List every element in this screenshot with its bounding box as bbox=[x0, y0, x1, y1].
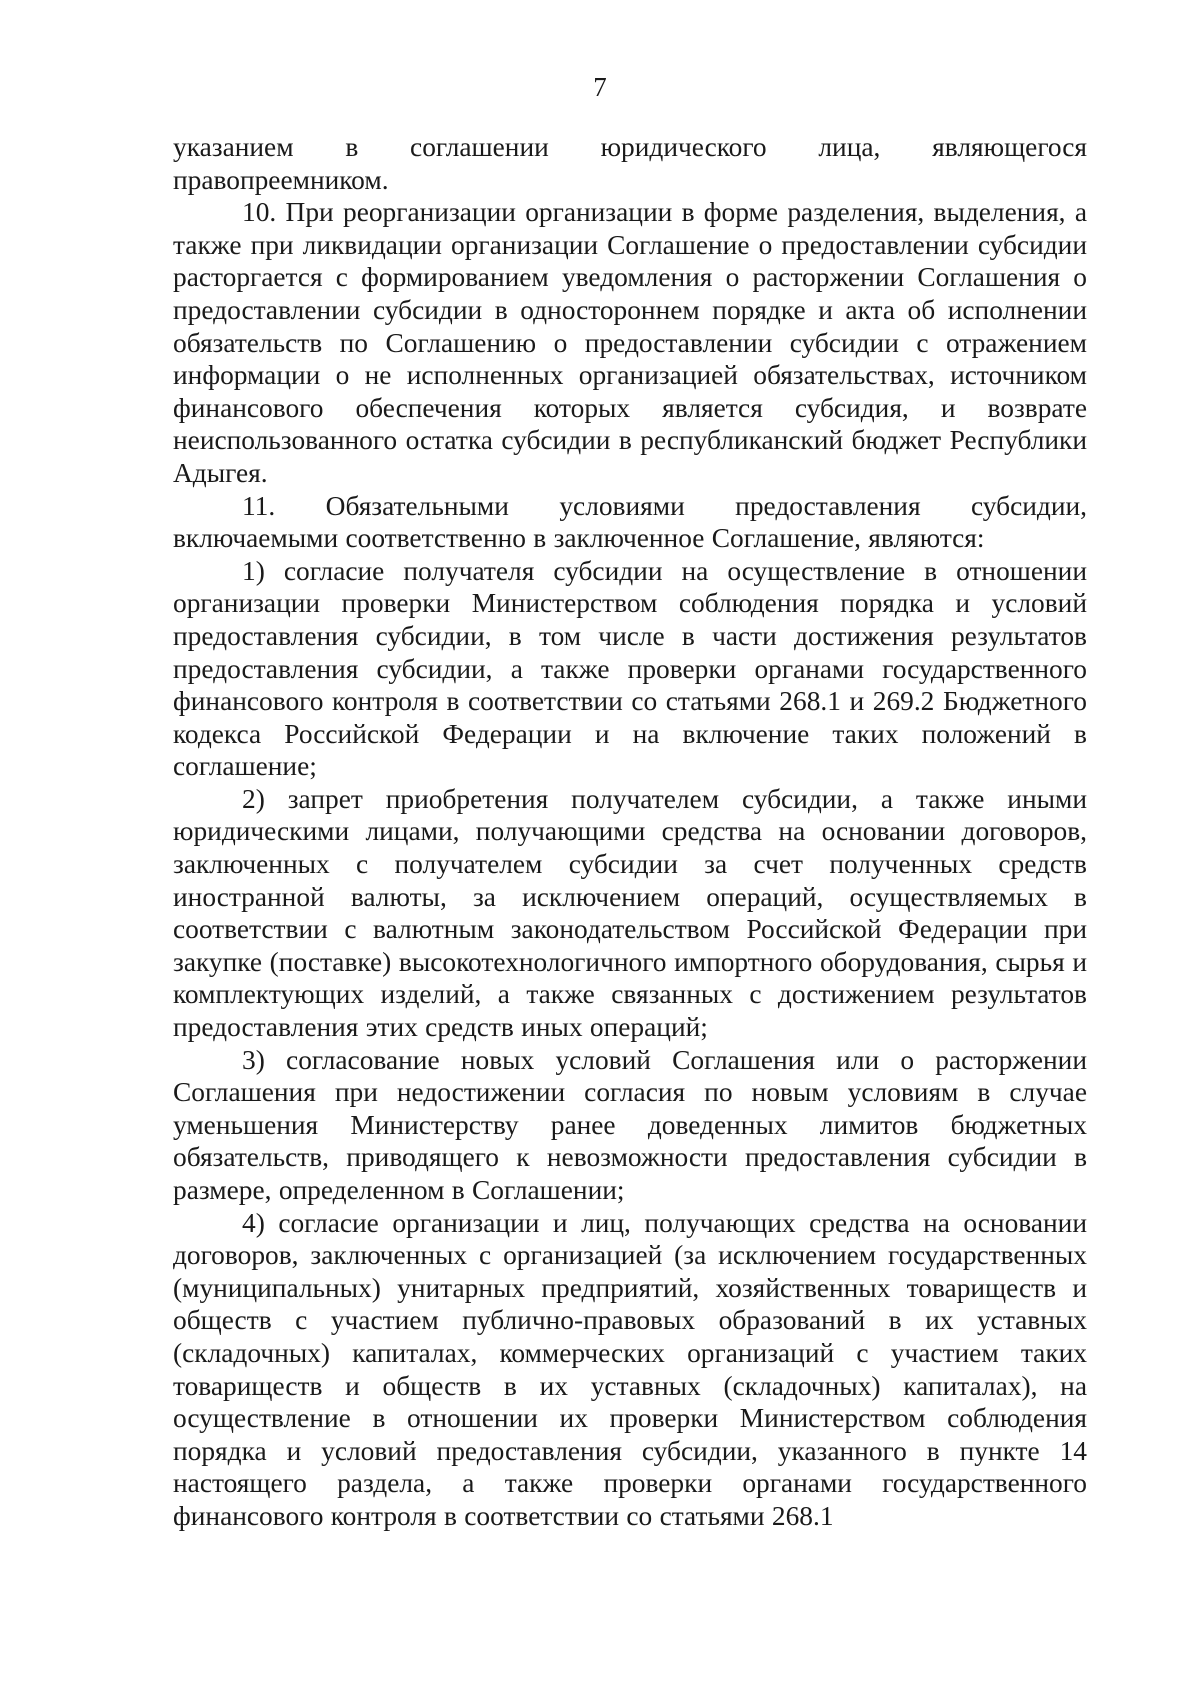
paragraph-item-10: 10. При реорганизации организации в форме разделения, выделения, а также при ликвидации организации Соглашение о предоставлении субсидии расторгается с формированием уведомления о расторжении Соглашения о предоставлении субсидии в одностороннем порядке и акта об исполнении обязательств по Соглашению о предоставлении субсидии с отражением информации о не исполненных организацией обязательствах, источником финансового обеспечения которых является субсидия, и возврате неиспользованного остатка субсидии в республиканский бюджет Республики Адыгея. bbox=[173, 197, 1087, 488]
paragraph-subitem-4: 4) согласие организации и лиц, получающих средства на основании договоров, заключенных с организацией (за исключением государственных (муниципальных) унитарных предприятий, хозяйственных товариществ и обществ с участием публично-правовых образований в их уставных (складочных) капиталах, коммерческих организаций с участием таких товариществ и обществ в их уставных (складочных) капиталах), на осуществление в отношении их проверки Министерством соблюдения порядка и условий предоставления субсидии, указанного в пункте 14 настоящего раздела, а также проверки органами государственного финансового контроля в соответствии со статьями 268.1 bbox=[173, 1207, 1087, 1531]
paragraph-subitem-2: 2) запрет приобретения получателем субсидии, а также иными юридическими лицами, получающими средства на основании договоров, заключенных с получателем субсидии за счет полученных средств иностранной валюты, за исключением операций, осуществляемых в соответствии с валютным законодательством Российской Федерации при закупке (поставке) высокотехнологичного импортного оборудования, сырья и комплектующих изделий, а также связанных с достижением результатов предоставления этих средств иных операций; bbox=[173, 783, 1087, 1043]
page-number: 7 bbox=[593, 72, 607, 102]
paragraph-subitem-3: 3) согласование новых условий Соглашения или о расторжении Соглашения при недостижении согласия по новым условиям в случае уменьшения Министерству ранее доведенных лимитов бюджетных обязательств, приводящего к невозможности предоставления субсидии в размере, определенном в Соглашении; bbox=[173, 1044, 1087, 1205]
paragraph-continuation: указанием в соглашении юридического лица, являющегося правопреемником. bbox=[173, 132, 1087, 195]
paragraph-item-11: 11. Обязательными условиями предоставления субсидии, включаемыми соответственно в заключенное Соглашение, являются: bbox=[173, 490, 1087, 554]
paragraph-subitem-1: 1) согласие получателя субсидии на осуществление в отношении организации проверки Министерством соблюдения порядка и условий предоставления субсидии, в том числе в части достижения результатов предоставления субсидии, а также проверки органами государственного финансового контроля в соответствии со статьями 268.1 и 269.2 Бюджетного кодекса Российской Федерации и на включение таких положений в соглашение; bbox=[173, 555, 1087, 782]
document-body bbox=[173, 131, 1087, 1533]
